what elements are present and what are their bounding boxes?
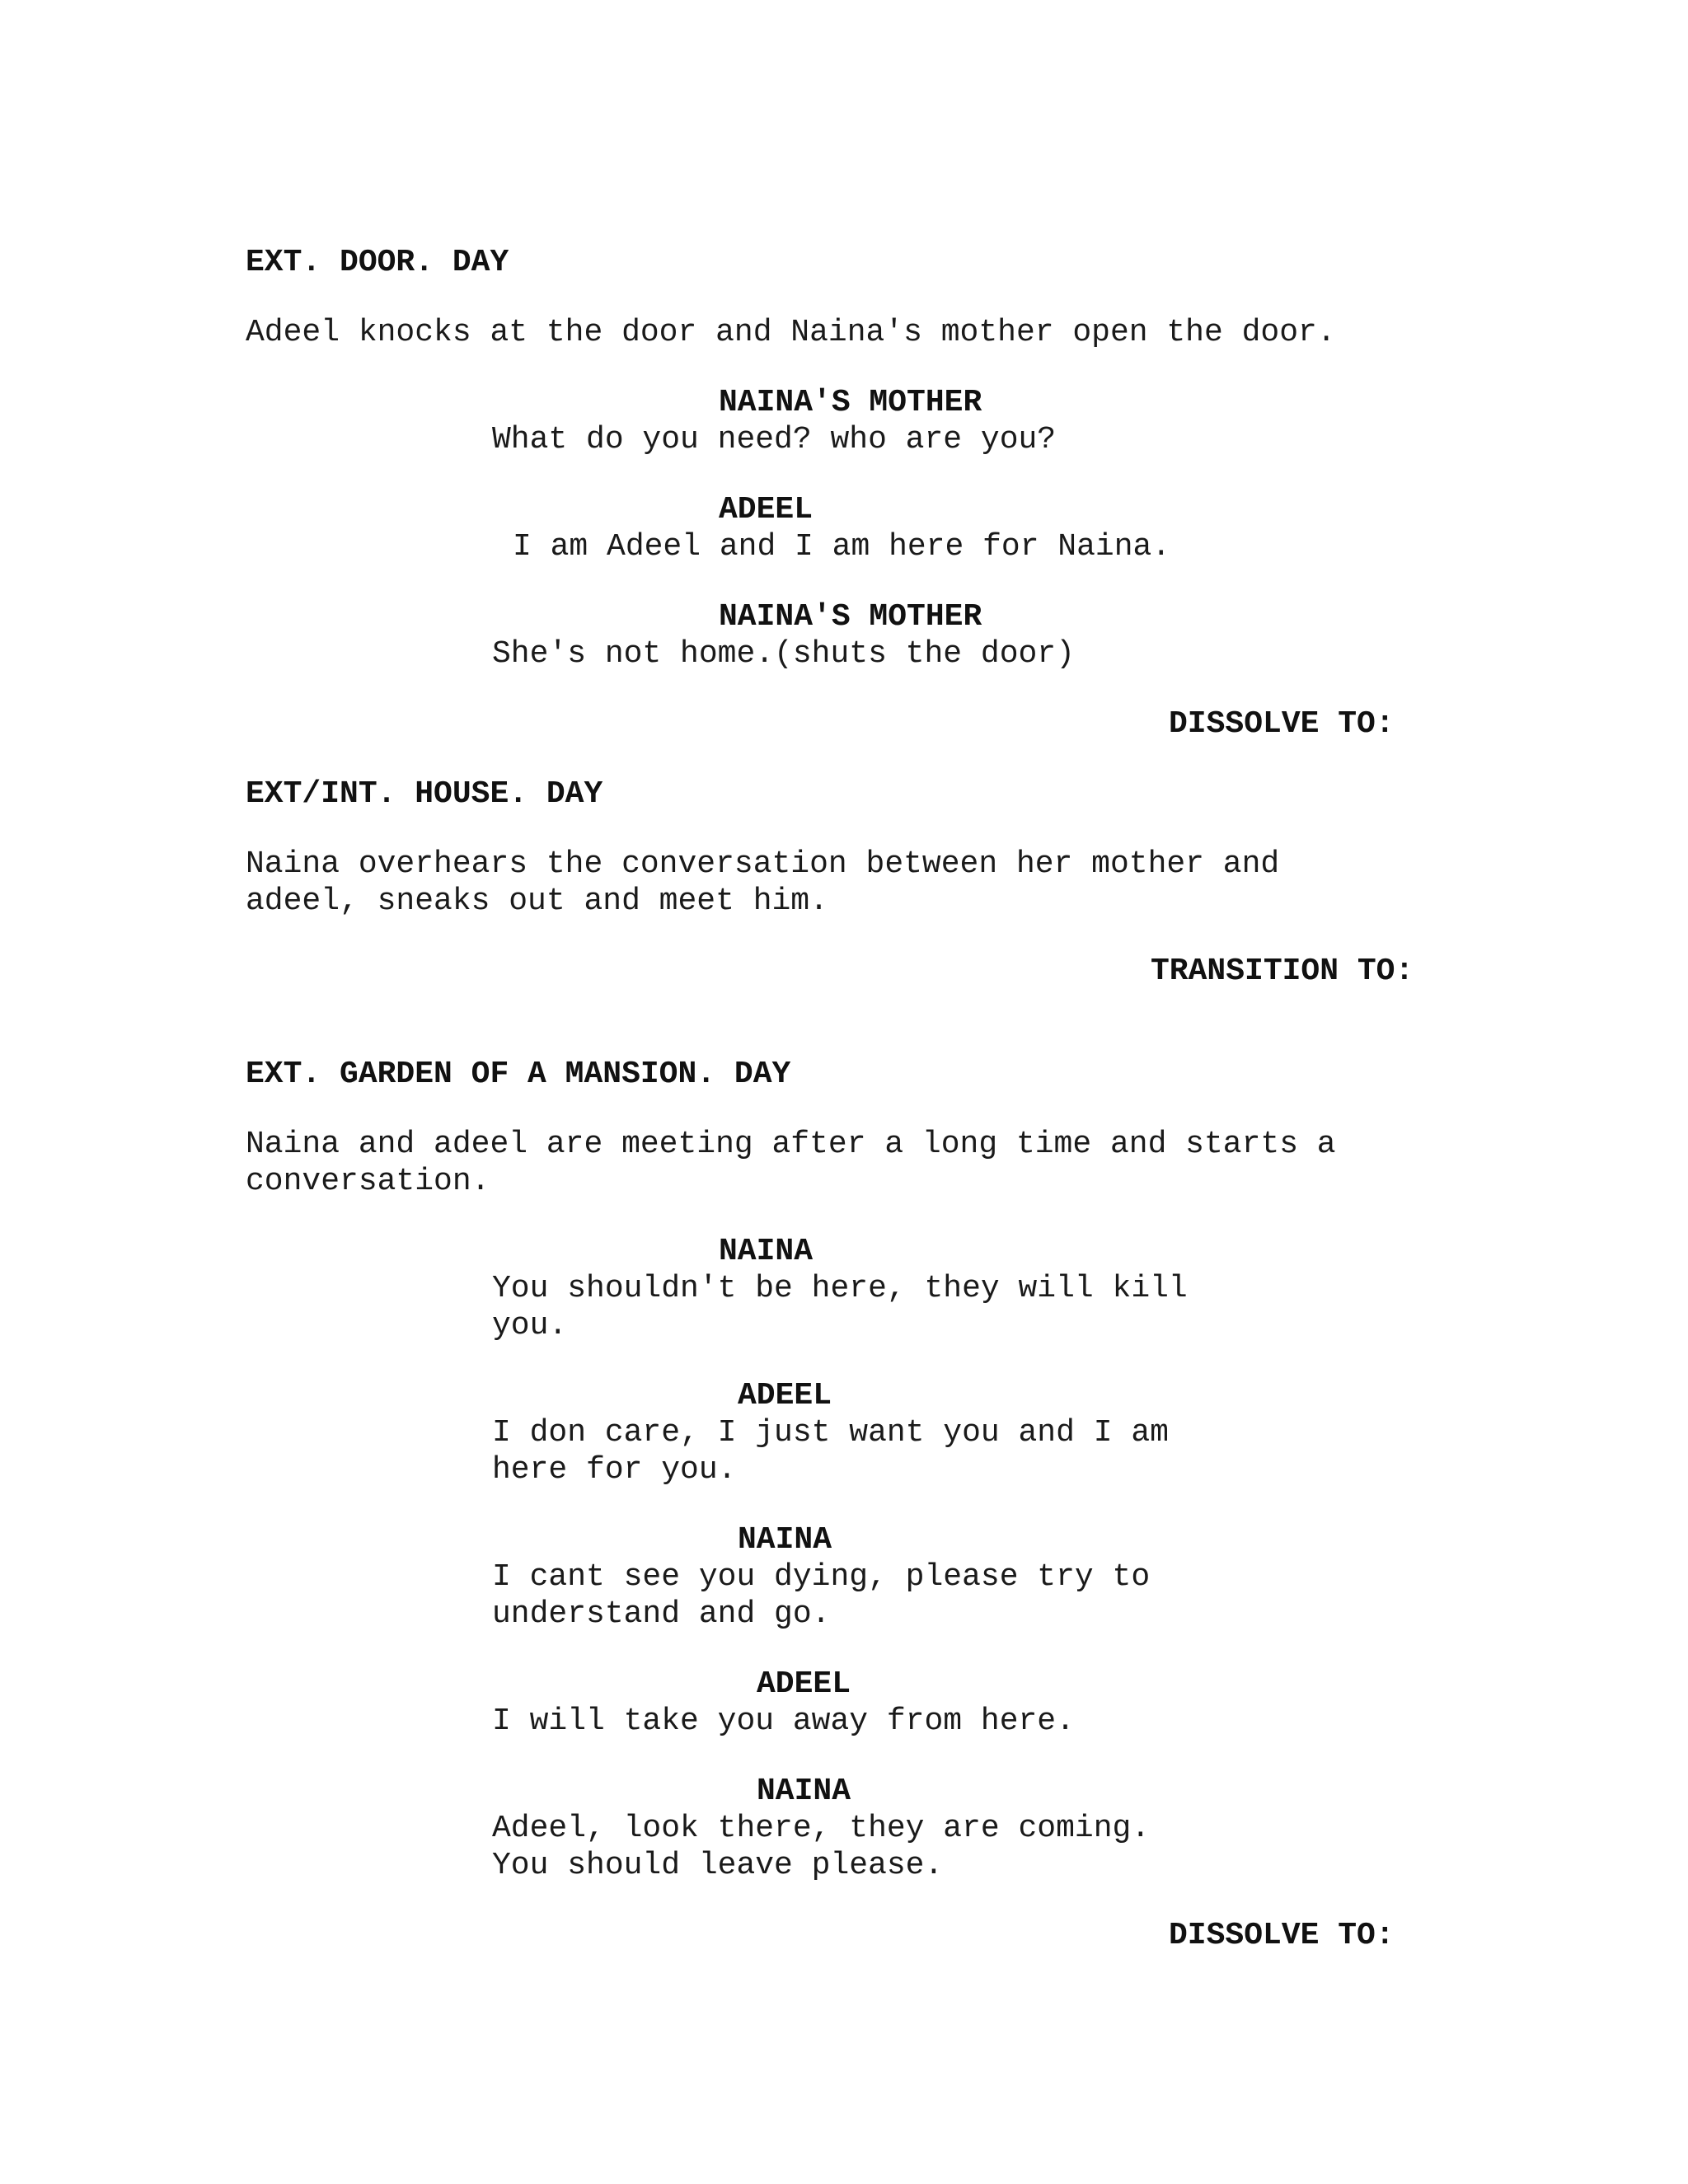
character-name: ADEEL	[738, 1378, 832, 1413]
character-name: ADEEL	[757, 1666, 851, 1702]
scene-heading: EXT. DOOR. DAY	[246, 245, 509, 280]
dialogue-line: What do you need? who are you?	[492, 422, 1057, 457]
scene-heading: EXT/INT. HOUSE. DAY	[246, 776, 603, 812]
character-name: ADEEL	[719, 492, 814, 527]
transition: DISSOLVE TO:	[1169, 1918, 1395, 1953]
transition: TRANSITION TO:	[1151, 954, 1414, 989]
action-line: Adeel knocks at the door and Naina's mother open the door.	[246, 315, 1336, 350]
character-name: NAINA	[719, 1234, 814, 1269]
character-name: NAINA'S MOTHER	[719, 599, 982, 635]
action-line: conversation.	[246, 1164, 490, 1199]
dialogue-line: you.	[492, 1308, 568, 1343]
transition: DISSOLVE TO:	[1169, 706, 1395, 742]
dialogue-line: I cant see you dying, please try to	[492, 1559, 1151, 1595]
character-name: NAINA	[757, 1774, 851, 1809]
scene-heading: EXT. GARDEN OF A MANSION. DAY	[246, 1057, 791, 1092]
character-name: NAINA'S MOTHER	[719, 385, 982, 420]
dialogue-line: Adeel, look there, they are coming.	[492, 1811, 1151, 1846]
dialogue-line: here for you.	[492, 1452, 737, 1488]
character-name: NAINA	[738, 1522, 832, 1558]
dialogue-line: She's not home.(shuts the door)	[492, 636, 1075, 672]
dialogue-line: I will take you away from here.	[492, 1704, 1075, 1739]
action-line: adeel, sneaks out and meet him.	[246, 883, 828, 919]
action-line: Naina overhears the conversation between her mother and	[246, 846, 1280, 882]
action-line: Naina and adeel are meeting after a long time and starts a	[246, 1127, 1336, 1162]
dialogue-line: I am Adeel and I am here for Naina.	[513, 529, 1171, 565]
dialogue-line: understand and go.	[492, 1596, 831, 1632]
dialogue-line: You shouldn't be here, they will kill	[492, 1271, 1188, 1306]
dialogue-line: You should leave please.	[492, 1848, 944, 1883]
dialogue-line: I don care, I just want you and I am	[492, 1415, 1169, 1451]
